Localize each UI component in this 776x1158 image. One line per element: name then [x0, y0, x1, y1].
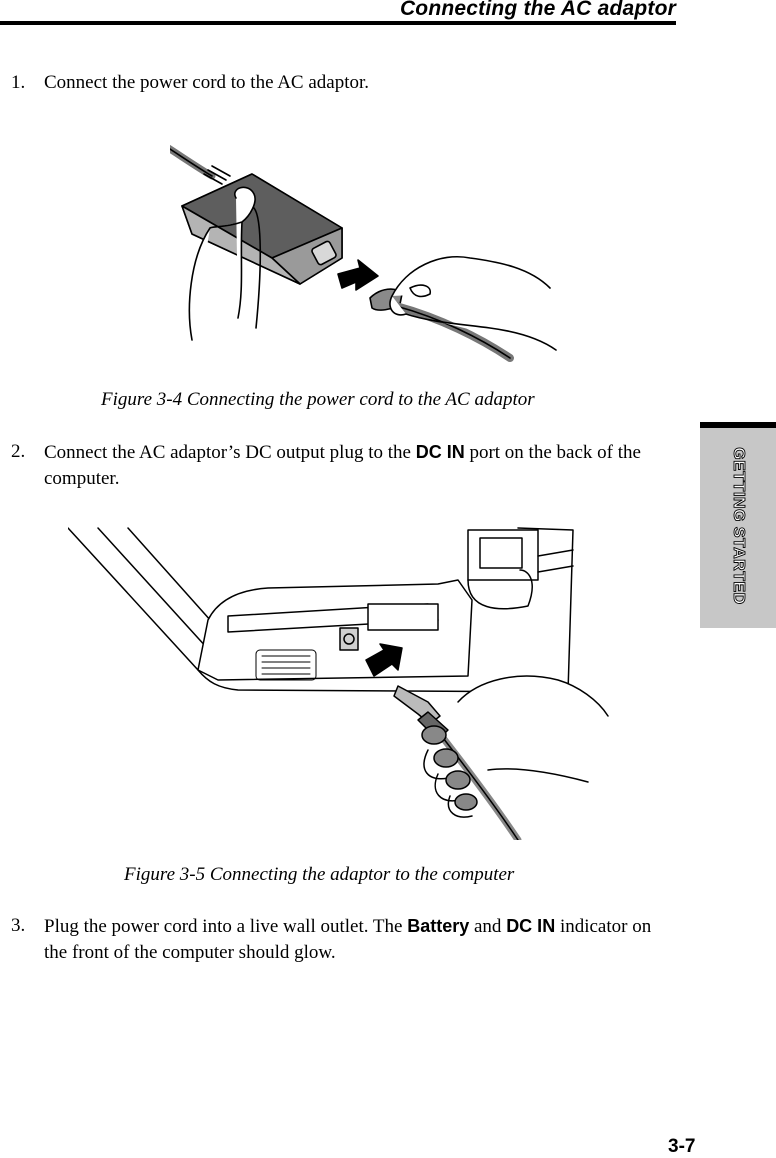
figure-caption: Figure 3-4 Connecting the power cord to the AC adaptor [101, 389, 535, 410]
step-text-part: and [469, 916, 507, 937]
step-text [44, 913, 669, 966]
header-rule [0, 21, 676, 25]
step-number: 1. [11, 72, 26, 93]
step-text [44, 439, 669, 492]
computer-illustration [68, 520, 618, 840]
dc-in-label: DC IN [506, 916, 556, 936]
page-title: Connecting the AC adaptor [399, 0, 676, 20]
step-number: 3. [11, 915, 26, 936]
step-text: Connect the power cord to the AC adaptor. [44, 72, 370, 93]
adaptor-illustration [170, 118, 570, 368]
step-text-part: indicator on the front of the computer should glow. [44, 916, 652, 963]
step-text-part: Plug the power cord into a live wall outlet. The [44, 916, 408, 937]
dc-in-label: DC IN [415, 442, 465, 462]
figure-power-cord-to-adaptor [170, 118, 570, 373]
step-number: 2. [11, 441, 26, 462]
figure-caption: Figure 3-5 Connecting the adaptor to the computer [124, 864, 515, 885]
figure-adaptor-to-computer [68, 520, 618, 845]
step-text-part: port on the back of the computer. [44, 442, 641, 489]
chapter-tab [700, 422, 776, 628]
step-text-part: Connect the AC adaptor’s DC output plug to the [44, 442, 416, 463]
page-number: 3-7 [668, 1136, 696, 1157]
battery-label: Battery [407, 916, 470, 936]
chapter-tab-label: GETTING STARTED [730, 447, 747, 605]
